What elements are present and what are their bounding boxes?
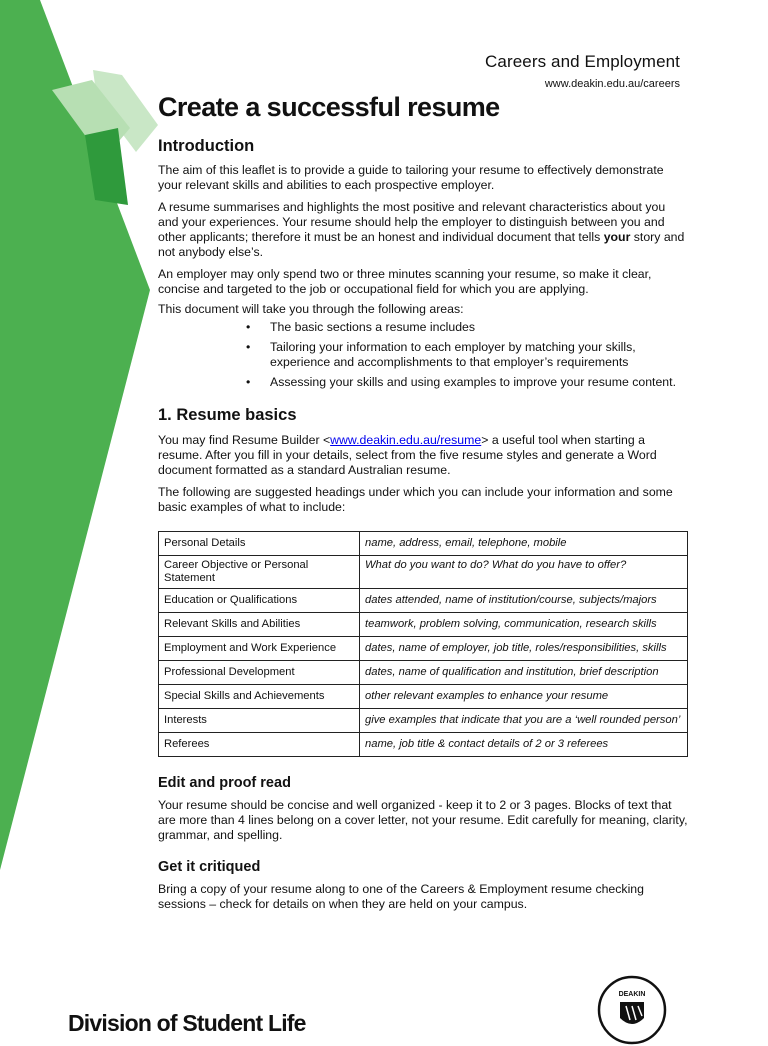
header-unit bbox=[485, 52, 680, 90]
table-row bbox=[159, 733, 688, 757]
table-cell-examples: name, address, email, telephone, mobile bbox=[360, 532, 688, 556]
introduction-heading: Introduction bbox=[158, 137, 255, 155]
unit-url: www.deakin.edu.au/careers bbox=[544, 78, 680, 90]
table-cell-examples: dates attended, name of institution/course, subjects/majors bbox=[360, 589, 688, 613]
resume-basics-paragraph-2: The following are suggested headings under which you can include your information and some basic examples of what to include: bbox=[158, 485, 673, 514]
table-cell-heading: Education or Qualifications bbox=[159, 589, 360, 613]
table-cell-heading: Referees bbox=[159, 733, 360, 757]
table-row bbox=[159, 637, 688, 661]
bullet-text: Assessing your skills and using examples to improve your resume content. bbox=[270, 375, 676, 389]
table-cell-heading: Employment and Work Experience bbox=[159, 637, 360, 661]
table-cell-examples: dates, name of qualification and institution, brief description bbox=[360, 661, 688, 685]
bullet-text: Tailoring your information to each employer by matching your skills, experience and accomplishments to that employer’s requirements bbox=[270, 340, 636, 369]
rb-p1-text-a: You may find Resume Builder < bbox=[158, 433, 331, 447]
table-row bbox=[159, 556, 688, 589]
table-cell-examples: What do you want to do? What do you have to offer? bbox=[360, 556, 688, 589]
intro-paragraph-4: This document will take you through the following areas: bbox=[158, 302, 464, 316]
resume-headings-table bbox=[158, 531, 688, 757]
table-cell-examples: teamwork, problem solving, communication, research skills bbox=[360, 613, 688, 637]
table-row bbox=[159, 709, 688, 733]
table-row bbox=[159, 613, 688, 637]
table-cell-heading: Special Skills and Achievements bbox=[159, 685, 360, 709]
bullet-text: The basic sections a resume includes bbox=[270, 320, 476, 334]
logo-text: DEAKIN bbox=[618, 991, 646, 998]
intro-p2-bold: your bbox=[603, 230, 631, 244]
intro-bullet-list bbox=[158, 320, 688, 390]
table-row bbox=[159, 685, 688, 709]
critique-heading: Get it critiqued bbox=[158, 859, 261, 875]
table-cell-heading: Professional Development bbox=[159, 661, 360, 685]
bullet-icon: • bbox=[246, 375, 251, 389]
list-item bbox=[246, 375, 688, 390]
edit-heading: Edit and proof read bbox=[158, 775, 291, 791]
table-row bbox=[159, 532, 688, 556]
edit-paragraph: Your resume should be concise and well organized - keep it to 2 or 3 pages. Blocks of text that are more than 4 lines belong on a cover letter, not your resume. Edit carefully for meaning, clarity, grammar, and spelling. bbox=[158, 798, 688, 842]
resume-builder-link[interactable]: www.deakin.edu.au/resume bbox=[330, 433, 482, 447]
intro-p2-text-b: story and not anybody else’s. bbox=[158, 230, 685, 259]
table-cell-heading: Interests bbox=[159, 709, 360, 733]
table-cell-examples: dates, name of employer, job title, roles/responsibilities, skills bbox=[360, 637, 688, 661]
bullet-icon: • bbox=[246, 340, 251, 354]
intro-paragraph-2 bbox=[158, 200, 688, 260]
deakin-logo-icon bbox=[596, 974, 668, 1046]
page-title: Create a successful resume bbox=[158, 92, 500, 122]
resume-basics-heading: 1. Resume basics bbox=[158, 406, 297, 424]
intro-paragraph-3: An employer may only spend two or three minutes scanning your resume, so make it clear, concise and targeted to the job or occupational field for which you are applying. bbox=[158, 267, 652, 296]
table-cell-heading: Career Objective or Personal Statement bbox=[159, 556, 360, 589]
list-item bbox=[246, 320, 688, 335]
bullet-icon: • bbox=[246, 320, 251, 334]
resume-basics-paragraph-1 bbox=[158, 433, 688, 478]
unit-name: Careers and Employment bbox=[485, 52, 680, 71]
table-cell-heading: Personal Details bbox=[159, 532, 360, 556]
table-row bbox=[159, 589, 688, 613]
table-cell-examples: other relevant examples to enhance your resume bbox=[360, 685, 688, 709]
intro-p2-text-a: A resume summarises and highlights the most positive and relevant characteristics about you and your experiences. Your resume should help the employer to distinguish between you and other applicants; therefore it must be an honest and individual document that tells bbox=[158, 200, 666, 244]
intro-paragraph-1: The aim of this leaflet is to provide a guide to tailoring your resume to effectively demonstrate your relevant skills and abilities to each prospective employer. bbox=[158, 163, 664, 192]
rb-p1-text-b: > a useful tool when starting a resume. After you fill in your details, select from the five resume styles and generate a Word document formatted as a standard Australian resume. bbox=[158, 433, 657, 477]
table-cell-examples: name, job title & contact details of 2 or 3 referees bbox=[360, 733, 688, 757]
table-cell-examples: give examples that indicate that you are a ‘well rounded person’ bbox=[360, 709, 688, 733]
list-item bbox=[246, 340, 688, 370]
document-body bbox=[158, 92, 688, 912]
division-name: Division of Student Life bbox=[68, 1010, 306, 1036]
critique-paragraph: Bring a copy of your resume along to one of the Careers & Employment resume checking sessions – check for details on when they are held on your campus. bbox=[158, 882, 644, 911]
table-row bbox=[159, 661, 688, 685]
table-cell-heading: Relevant Skills and Abilities bbox=[159, 613, 360, 637]
